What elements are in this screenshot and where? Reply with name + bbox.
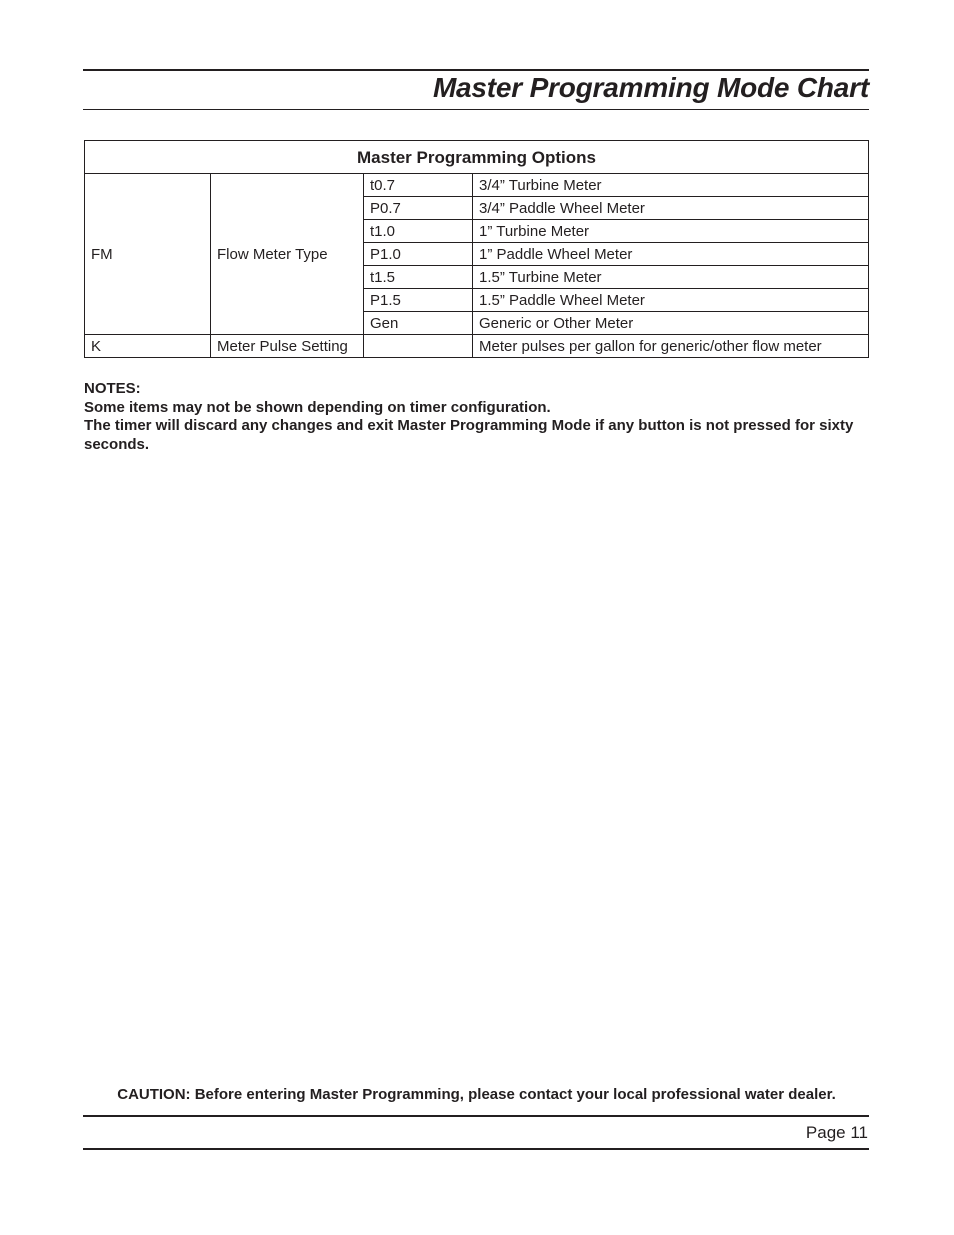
option-description: 1” Paddle Wheel Meter bbox=[473, 243, 869, 266]
option-description: 1.5” Paddle Wheel Meter bbox=[473, 289, 869, 312]
option-description: 1” Turbine Meter bbox=[473, 220, 869, 243]
option-value bbox=[364, 335, 473, 358]
table-title: Master Programming Options bbox=[85, 141, 869, 174]
option-name-fm: Flow Meter Type bbox=[211, 174, 364, 335]
option-description: Generic or Other Meter bbox=[473, 312, 869, 335]
notes-section bbox=[84, 380, 869, 454]
option-value: Gen bbox=[364, 312, 473, 335]
page-title: Master Programming Mode Chart bbox=[432, 72, 869, 103]
table-row bbox=[85, 174, 869, 197]
notes-line: The timer will discard any changes and exit Master Programming Mode if any button is not pressed for sixty seconds. bbox=[84, 417, 854, 453]
header-rule-bottom bbox=[83, 109, 869, 110]
option-value: P1.0 bbox=[364, 243, 473, 266]
master-programming-options-table bbox=[84, 140, 869, 358]
option-description: 3/4” Turbine Meter bbox=[473, 174, 869, 197]
notes-heading: NOTES: bbox=[84, 380, 141, 397]
table-row bbox=[85, 335, 869, 358]
option-code-k: K bbox=[85, 335, 211, 358]
option-name-k: Meter Pulse Setting bbox=[211, 335, 364, 358]
page-number: Page 11 bbox=[805, 1123, 868, 1142]
footer-rule-bottom bbox=[83, 1148, 869, 1150]
option-value: P0.7 bbox=[364, 197, 473, 220]
option-description: 1.5” Turbine Meter bbox=[473, 266, 869, 289]
caution-text: CAUTION: Before entering Master Programming, please contact your local professional water dealer. bbox=[117, 1086, 836, 1103]
option-value: P1.5 bbox=[364, 289, 473, 312]
option-description: Meter pulses per gallon for generic/other flow meter bbox=[473, 335, 869, 358]
header-rule-top bbox=[83, 69, 869, 71]
table-header-row bbox=[85, 141, 869, 174]
option-code-fm: FM bbox=[85, 174, 211, 335]
footer-rule-top bbox=[83, 1115, 869, 1117]
option-value: t0.7 bbox=[364, 174, 473, 197]
option-description: 3/4” Paddle Wheel Meter bbox=[473, 197, 869, 220]
notes-line: Some items may not be shown depending on timer configuration. bbox=[84, 398, 551, 416]
option-value: t1.5 bbox=[364, 266, 473, 289]
option-value: t1.0 bbox=[364, 220, 473, 243]
